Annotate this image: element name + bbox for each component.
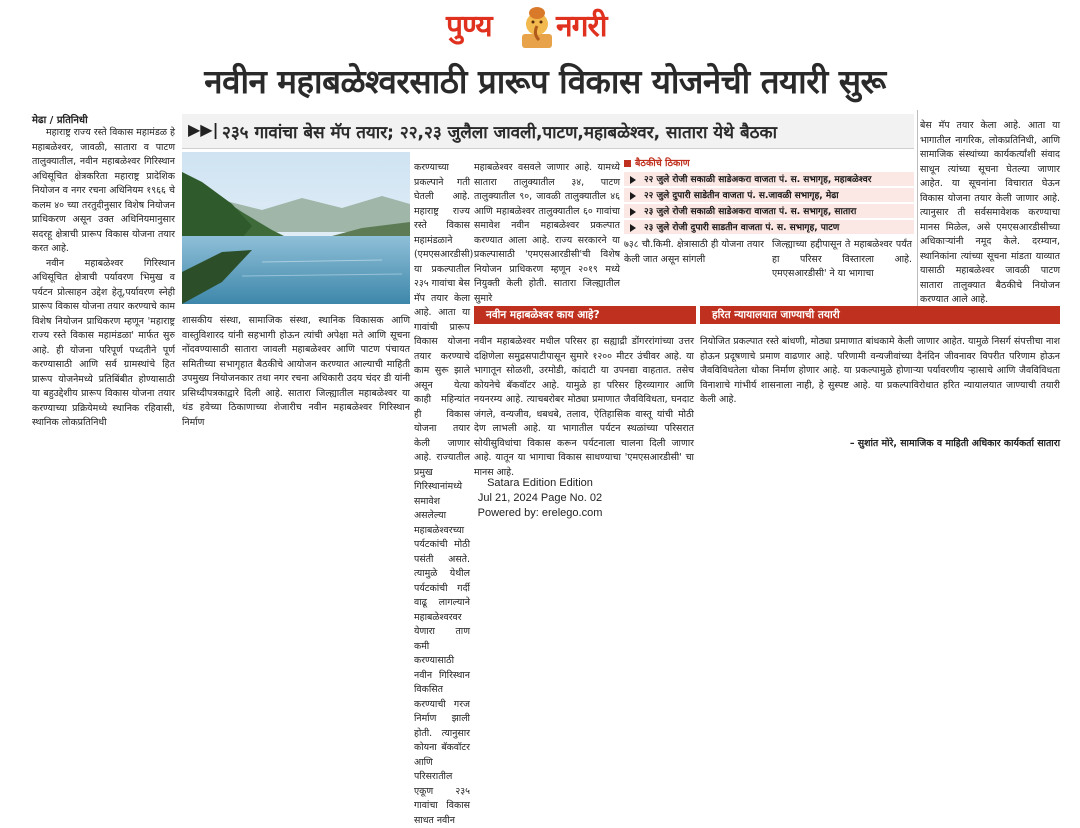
logo-text-right: नगरी	[556, 9, 607, 44]
section-what-is-body	[474, 326, 694, 478]
paragraph: नियोजित प्रकल्पात रस्ते बांधणी, मोठ्या प्रमाणात बांधकामे केली जाणार आहेत. यामुळे निसर्ग संपत्तीचा नाश होऊन प्रदूषणाचे प्रमाण वाढणार आहे. परिणामी वन्यजीवांच्या दैनंदिन जीवनावर विपरीत परिणाम होऊन जैवविविधतेला धोका निर्माण होणार आहे. या प्रकल्पामुळे होणाऱ्या पर्यावरणीय ऱ्हासाचे आणि जैवविविधता विनाशाचे गांभीर्य शासनाला नाही, हे सुस्पष्ट आहे. या प्रकल्पाविरोधात हरित न्यायालयात जाण्याची तयारी केली आहे.	[700, 336, 1060, 406]
paragraph: महाराष्ट्र राज्य रस्ते विकास महामंडळ हे महाबळेश्वर, जावळी, सातारा व पाटण तालुक्यातील, नवीन महाबळेश्वर गिरिस्थान अधिसूचित क्षेत्रकरिता महाराष्ट्र प्रादेशिक नियोजन व नगर रचना अधिनियम १९६६ चे कलम ४० च्या तरतुदीनुसार विशेष नियोजन प्राधिकरण असून उक्त अधिनियमानुसार सदरहू क्षेत्राची प्रारूप विकास योजना तयार करत आहे.	[32, 127, 175, 254]
article-column-6	[920, 110, 1060, 306]
paragraph: करण्याच्या प्रकल्पाने गती घेतली आहे. महाराष्ट्र राज्य रस्ते विकास महामंडळाने (एमएसआरडीसी) या प्रकल्पातील २३५ गावांचा बेस मॅप तयार केला आहे. आता या गावांची प्रारूप विकास योजना तयार करण्याचे काम सुरू झाले असून येत्या काही महिन्यांत ही विकास योजना तयार केली जाणार आहे. राज्यातील प्रमुख गिरिस्थानांमध्ये समावेश असलेल्या महाबळेश्वरच्या पर्यटकांची मोठी पसंती असते. त्यामुळे येथील पर्यटकांची गर्दी वाढू लागल्याने महाबळेश्वरवर येणारा ताण कमी करण्यासाठी नवीन गिरिस्थान विकसित करण्याची गरज निर्माण झाली होती. त्यानुसार कोयना बॅकवॉटर आणि परिसरातील एकूण २३५ गावांचा विकास साधत नवीन	[414, 162, 474, 826]
date-page-label: Jul 21, 2024 Page No. 02	[477, 492, 603, 504]
column-divider	[917, 110, 918, 306]
section-heading-green-tribunal: हरित न्यायालयात जाण्याची तयारी	[700, 306, 1060, 324]
masthead	[0, 0, 1080, 58]
bullet-triangle-icon	[630, 192, 636, 200]
paragraph: शासकीय संस्था, सामाजिक संस्था, स्थानिक विकासक आणि वास्तुविशारद यांनी सहभागी होऊन त्यांची अपेक्षा मते आणि सूचना नोंदवण्यासाठी सातारा जावली महाबळेश्वर आणि पाटण पंचायत समितीच्या सभागृहात बैठकीचे आयोजन करण्यात आल्याची माहिती उपमुख्य नियोजनकार तथा नगर रचना अधिकारी उदय चंदर डी यांनी प्रसिध्दीपत्रकाद्वारे दिली आहे. सातारा जिल्ह्यातील महाबळेश्वर या थंड हवेच्या ठिकाणाच्या शेजारीच नवीन महाबळेश्वर गिरिस्थान निर्माण	[182, 315, 410, 428]
subheadline: २३५ गावांचा बेस मॅप तयार; २२,२३ जुलैला जावली,पाटण,महाबळेश्वर, सातारा येथे बैठका	[222, 123, 777, 143]
powered-by-link[interactable]: Powered by: erelego.com	[477, 507, 603, 519]
page-footer	[440, 476, 640, 521]
ganesha-logo-icon	[520, 4, 554, 50]
lake-photo	[182, 152, 410, 304]
paragraph: बेस मॅप तयार केला आहे. आता या भागातील नागरिक, लोकप्रतिनिधी, आणि सामाजिक संस्थांच्या कार्यकर्त्यांशी संवाद साधून त्यांच्या सूचना घेतल्या जाणार आहेत. या सूचनांना विचारात घेऊन विकास योजना तयार केली जाणार आहे. त्यानुसार ती सर्वसमावेशक करण्याचा मानस मिळेल, असे एमएसआरडीसीच्या अधिकाऱ्यांनी नमूद केले. दरम्यान, स्थानिकांना त्यांच्या सूचना मांडता याव्यात यासाठी महाबळेश्वर जावळी पाटण सातारा तालुक्यात बैठकीचे नियोजन करण्यात आले आहे.	[920, 120, 1060, 306]
article-column-3	[414, 152, 474, 826]
section-green-tribunal-body	[700, 326, 1060, 446]
lake-landscape-image	[182, 152, 410, 304]
quote-attribution: – सुशांत मोरे, सामाजिक व माहिती अधिकार कार्यकर्ता सातारा	[849, 438, 1060, 449]
continuation-right: जिल्ह्याच्या हद्दीपासून ते महाबळेश्वर पर्यंत हा परिसर विस्तारला आहे. एमएसआरडीसी' ने या भागाचा	[772, 239, 912, 279]
meeting-venues-heading: बैठकीचे ठिकाण	[624, 156, 914, 170]
meeting-row: २३ जुले रोजी सकाळी साडेअकरा वाजता पं. स. सभागृह, सातारा	[624, 204, 914, 218]
article-column-2	[182, 305, 410, 473]
bullet-triangle-icon	[630, 224, 636, 232]
byline: मेढा / प्रतिनिधी	[32, 115, 88, 126]
paragraph: नवीन महाबळेश्वर गिरिस्थान अधिसूचित क्षेत्राची पर्यावरण भिमुख व पर्यटन प्रोत्साहन उद्देश हेतू,पर्यावरण स्नेही प्रारूप विकास योजना तयार करण्याचे काम विशेष नियोजन प्राधिकरण म्हणून 'महाराष्ट्र राज्य रस्ते विकास महामंडळा' मार्फत सुरु आहे. ही योजना परिपूर्ण पध्दतीने पूर्ण करण्यासाठी आणि सर्व ग्रामस्थांचे हित प्रारूप योजनेमध्ये प्रतिबिंबीत होण्यासाठी या बहुउद्देशीय प्रारूप विकास योजना तयार करण्याच्या प्रक्रियेमध्ये स्थानिक रहिवासी, स्थानिक लोकप्रतिनिधी	[32, 257, 175, 428]
article-continuation	[624, 238, 914, 302]
paragraph: महाबळेश्वर वसवले जाणार आहे. यामध्ये सातारा तालुक्यातील ३४, पाटण तालुक्यातील ९०, जावळी तालुक्यातील ४६ आणि महाबळेश्वर तालुक्यातील ६० गावांचा समावेश नवीन महाबळेश्वर प्रकल्पात करण्यात आला आहे. राज्य सरकारने या प्रकल्पासाठी 'एमएसआरडीसी'ची विशेष नियोजन प्राधिकरण म्हणून २०१९ मध्ये नियुक्ती केली होती. सातारा जिल्ह्यातील सुमारे	[474, 162, 620, 304]
bullet-triangle-icon	[630, 208, 636, 216]
square-bullet-icon	[624, 160, 631, 167]
headline: नवीन महाबळेश्वरसाठी प्रारूप विकास योजनेची तयारी सुरू	[204, 62, 886, 101]
logo-text-left: पुण्य	[446, 9, 492, 44]
paragraph: नवीन महाबळेश्वर मधील परिसर हा सह्याद्री डोंगररांगांच्या उत्तर दक्षिणेला समुद्रसपाटीपासून सुमारे १२०० मीटर उंचीवर आहे. या भागातून सोळशी, उरमोडी, कांदाटी या उपनद्या वाहतात. तसेच कोयनेचे बॅकवॉटर आहे. यामुळे हा परिसर हिरव्यागार आणि नयनरम्य आहे. त्याचबरोबर मोठ्या प्रमाणात जैवविविधता, घनदाट जंगले, वन्यजीव, धबधबे, तलाव, ऐतिहासिक वास्तू यांची मोठी देण लाभली आहे. या भागातील पर्यटन स्थळांच्या परिसरात सोयीसुविधांचा विकास करून पर्यटनाला चालना दिली जाणार आहे. यातून या भागाचा विकास साधण्याचा 'एमएसआरडीसी' चा मानस आहे.	[474, 336, 694, 478]
subheadline-banner	[182, 114, 914, 149]
article-column-1	[32, 126, 175, 474]
meeting-venues-box	[624, 156, 914, 238]
continuation-left: ७३८ चौ.किमी. क्षेत्रासाठी ही योजना तयार केली जात असून सांगली	[624, 239, 764, 265]
bullet-triangle-icon	[630, 176, 636, 184]
edition-label: Satara Edition Edition	[487, 477, 593, 489]
section-heading-what-is: नवीन महाबळेश्वर काय आहे?	[474, 306, 696, 324]
meeting-row: २२ जुले दुपारी साडेतीन वाजता पं. स.जावळी सभागृह, मेढा	[624, 188, 914, 202]
meeting-row: २२ जुले रोजी सकाळी साडेअकरा वाजता पं. स. सभागृह, महाबळेश्वर	[624, 172, 914, 186]
fast-forward-icon: ▶▶|	[188, 120, 219, 139]
article-column-4	[474, 152, 620, 302]
meeting-row: २३ जुले रोजी दुपारी साडतीन वाजता पं. स. सभागृह, पाटण	[624, 220, 914, 234]
